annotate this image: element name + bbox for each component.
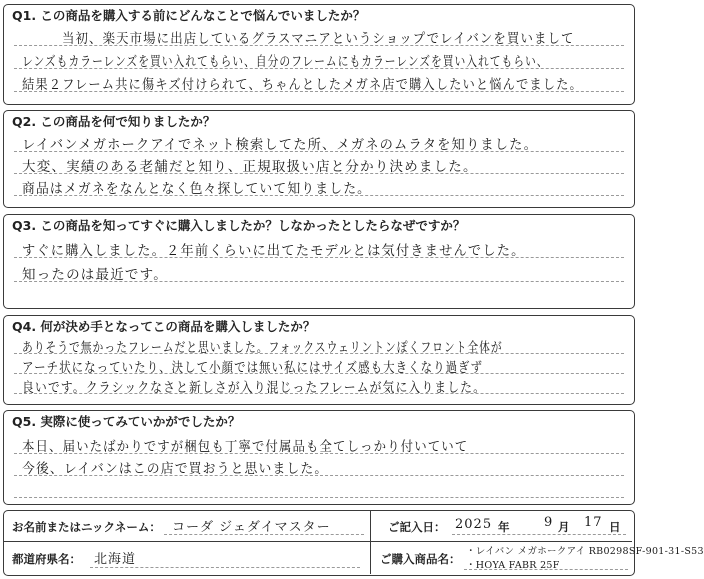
q4-answer-line-3: 良いです。クラシックなさと新しさが入り混じったフレームが気に入りました。 bbox=[22, 380, 487, 396]
q1-section bbox=[3, 4, 635, 105]
q3-title: Q3. この商品を知ってすぐに購入しましたか？しなかったとしたらなぜですか？ bbox=[12, 218, 466, 233]
q2-answer-line-3: 商品はメガネをなんとなく色々探していて知りました。 bbox=[22, 181, 372, 197]
q3-answer-line-2: 知ったのは最近です。 bbox=[22, 267, 168, 283]
q2-answer-line-1: レイバンメガホークアイでネット検索してた所、メガネのムラタを知りました。 bbox=[22, 137, 538, 153]
q1-answer-line-2: レンズもカラーレンズを買い入れてもらい、自分のフレームにもカラーレンズを買い入れてもらい、 bbox=[22, 54, 549, 70]
product-line-2: ・HOYA FABR 25F bbox=[466, 560, 560, 571]
date-year-unit: 年 bbox=[498, 520, 510, 534]
name-value: コーダ ジェダイマスター bbox=[172, 520, 331, 535]
date-month-unit: 月 bbox=[558, 520, 570, 534]
q1-title: Q1. この商品を購入する前にどんなことで悩んでいましたか？ bbox=[12, 8, 366, 23]
date-label: ご記入日： bbox=[388, 520, 446, 534]
q4-section bbox=[3, 315, 635, 405]
q5-section bbox=[3, 410, 635, 505]
date-month: 9 bbox=[544, 515, 554, 530]
q5-answer-line-1: 本日、届いたばかりですが梱包も丁寧で付属品も全てしっかり付いていて bbox=[22, 439, 469, 455]
q4-title: Q4. 何が決め手となってこの商品を購入しましたか？ bbox=[12, 319, 316, 334]
prefecture-rule bbox=[90, 567, 360, 568]
prefecture-label: 都道府県名： bbox=[12, 552, 81, 566]
q2-answer-line-2: 大変、実績のある老舗だと知り、正規取扱い店と分かり決めました。 bbox=[22, 159, 478, 175]
q5-rule-3 bbox=[14, 497, 624, 498]
name-rule bbox=[164, 534, 364, 535]
footer-info-box bbox=[3, 510, 704, 576]
q5-answer-line-2: 今後、レイバンはこの店で買おうと思いました。 bbox=[22, 461, 329, 477]
q2-title: Q2. この商品を何で知りましたか？ bbox=[12, 114, 216, 129]
q1-answer-line-1: 当初、楽天市場に出店しているグラスマニアというショップでレイバンを買いまして bbox=[62, 31, 575, 47]
date-rule bbox=[452, 534, 626, 535]
prefecture-value: 北海道 bbox=[94, 552, 137, 567]
footer-column-divider bbox=[370, 511, 371, 574]
name-label: お名前またはニックネーム： bbox=[12, 520, 161, 534]
date-day-unit: 日 bbox=[609, 520, 621, 534]
q2-section bbox=[3, 110, 635, 208]
date-day: 17 bbox=[584, 515, 603, 530]
product-label: ご購入商品名： bbox=[380, 552, 461, 566]
product-rule bbox=[464, 569, 628, 570]
product-line-1: ・レイバン メガホークアイ RB0298SF-901-31-S53 bbox=[466, 546, 704, 557]
date-year: 2025 bbox=[455, 517, 493, 532]
q5-title: Q5. 実際に使ってみていかがでしたか？ bbox=[12, 414, 241, 429]
q1-answer-line-3: 結果２フレーム共に傷キズ付けられて、ちゃんとしたメガネ店で購入したいと悩んでました。 bbox=[22, 77, 583, 93]
q4-answer-line-1: ありそうで無かったフレームだと思いました。フォックスウェリントンぽくフロント全体が bbox=[22, 340, 503, 356]
q4-answer-line-2: アーチ状になっていたり、決して小顔では無い私にはサイズ感も大きくなり過ぎず bbox=[22, 360, 484, 376]
q3-answer-line-1: すぐに購入しました。２年前くらいに出てたモデルとは気付きませんでした。 bbox=[22, 243, 526, 259]
footer-row-divider bbox=[4, 541, 632, 542]
q3-section bbox=[3, 214, 635, 309]
